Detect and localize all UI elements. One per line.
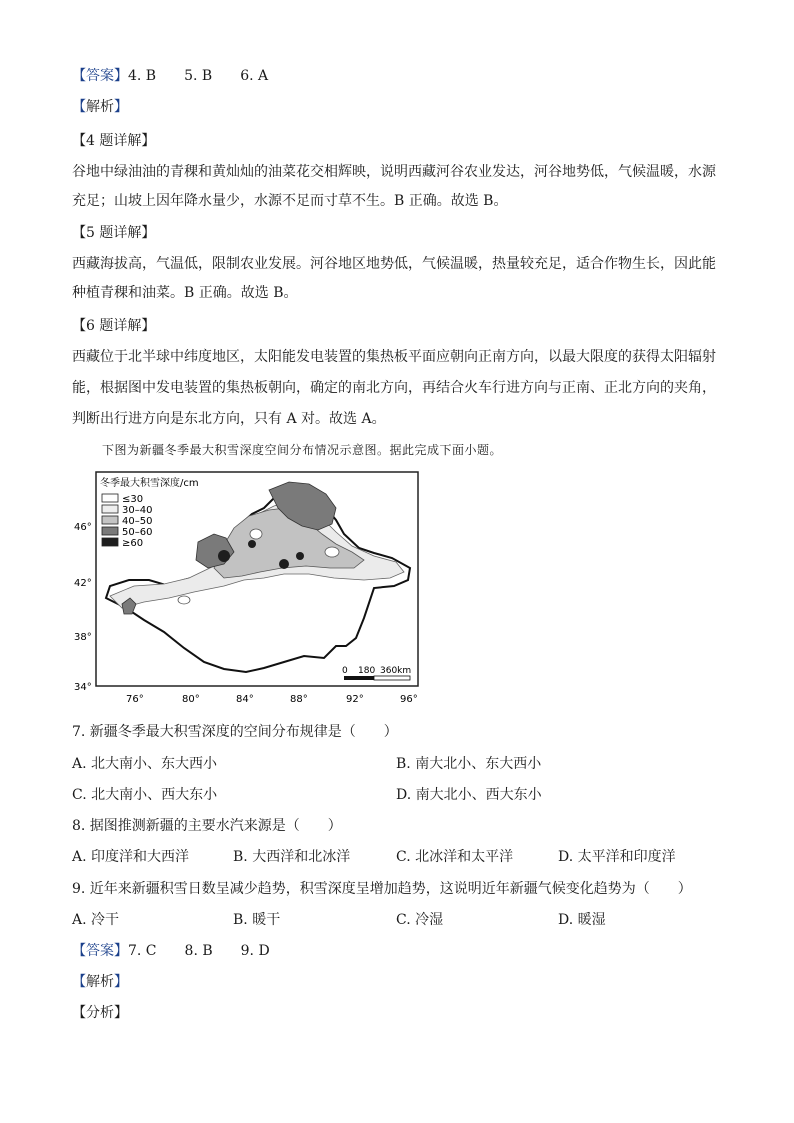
question-7-option-c[interactable]: C. 北大南小、西大东小 (72, 787, 218, 803)
legend-swatch (102, 538, 118, 546)
question-9-option-a[interactable]: A. 冷干 (72, 912, 120, 928)
legend-swatch (102, 505, 118, 513)
question-7-option-d[interactable]: D. 南大北小、西大东小 (396, 787, 542, 803)
answer-label: 【答案】 (72, 943, 128, 959)
lat-label: 46° (74, 522, 92, 533)
analysis-label: 解析 (86, 99, 114, 115)
lon-label: 88° (290, 694, 308, 705)
question-8-option-b[interactable]: B. 大西洋和北冰洋 (233, 849, 351, 865)
q6-text-line: 判断出行进方向是东北方向，只有 A 对。故选 A。 (72, 411, 386, 427)
q5-text-line: 西藏海拔高，气温低，限制农业发展。河谷地区地势低，气候温暖，热量较充足，适合作物生长，因此能 (72, 256, 716, 272)
question-7-option-b[interactable]: B. 南大北小、东大西小 (396, 756, 542, 772)
analysis-sub-heading: 【分析】 (72, 1005, 128, 1021)
legend-label: 40–50 (122, 516, 153, 527)
q5-header: 【5 题详解】 (72, 225, 156, 241)
lon-label: 80° (182, 694, 200, 705)
lon-label: 92° (346, 694, 364, 705)
lon-label: 84° (236, 694, 254, 705)
zone-island (178, 596, 190, 604)
legend-swatch (102, 494, 118, 502)
q4-header: 【4 题详解】 (72, 133, 156, 149)
snow-depth-map (74, 468, 434, 708)
q4-text-line: 谷地中绿油油的青稞和黄灿灿的油菜花交相辉映，说明西藏河谷农业发达，河谷地势低，气候温暖，水源 (72, 164, 716, 180)
question-8-option-a[interactable]: A. 印度洋和大西洋 (72, 849, 190, 865)
answer-item: 8. B (184, 943, 213, 959)
legend-label: 30–40 (122, 505, 153, 516)
zone-island (325, 547, 339, 557)
question-9-option-d[interactable]: D. 暖湿 (558, 912, 606, 928)
q5-text-line: 种植青稞和油菜。B 正确。故选 B。 (72, 285, 298, 301)
q4-text-line: 充足；山坡上因年降水量少，水源不足而寸草不生。B 正确。故选 B。 (72, 193, 508, 209)
zone-60-plus (218, 550, 230, 562)
zone-60-plus (248, 540, 256, 548)
question-7-stem: 7. 新疆冬季最大积雪深度的空间分布规律是（ ） (72, 724, 398, 740)
scale-label: 180 (358, 666, 376, 676)
question-8-stem: 8. 据图推测新疆的主要水汽来源是（ ） (72, 818, 342, 834)
question-8-option-c[interactable]: C. 北冰洋和太平洋 (396, 849, 514, 865)
question-9-stem: 9. 近年来新疆积雪日数呈减少趋势，积雪深度呈增加趋势，这说明近年新疆气候变化趋势为（ ） (72, 881, 692, 897)
answer-label: 【答案】 (72, 68, 128, 84)
question-8-option-d[interactable]: D. 太平洋和印度洋 (558, 849, 676, 865)
q6-text-line: 能，根据图中发电装置的集热板朝向，确定的南北方向，再结合火车行进方向与正南、正北方向的夹角， (72, 380, 716, 396)
map-svg (74, 468, 434, 708)
legend-label: ≤30 (122, 494, 144, 505)
analysis-heading: 【解析】 (72, 99, 128, 115)
legend-title: 冬季最大积雪深度/cm (100, 478, 199, 489)
answer-item: 6. A (240, 68, 269, 84)
scale-segment (344, 676, 374, 680)
scale-label: 0 (342, 666, 348, 676)
zone-60-plus (279, 559, 289, 569)
analysis-heading-2: 【解析】 (72, 974, 128, 990)
legend-swatch (102, 516, 118, 524)
question-7-option-a[interactable]: A. 北大南小、东大西小 (72, 756, 218, 772)
lon-label: 76° (126, 694, 144, 705)
lon-label: 96° (400, 694, 418, 705)
answer-row-7-9 (72, 941, 270, 961)
legend-label: ≥60 (122, 538, 144, 549)
legend-swatch (102, 527, 118, 535)
analysis-label: 解析 (86, 974, 114, 990)
lat-label: 34° (74, 682, 92, 693)
answer-item: 4. B (128, 68, 157, 84)
question-9-option-c[interactable]: C. 冷湿 (396, 912, 444, 928)
zone-island (250, 529, 262, 539)
zone-60-plus (296, 552, 304, 560)
answer-item: 9. D (240, 943, 270, 959)
answer-item: 7. C (128, 943, 157, 959)
scale-segment (374, 676, 410, 680)
q6-text-line: 西藏位于北半球中纬度地区，太阳能发电装置的集热板平面应朝向正南方向，以最大限度的获得太阳辐射 (72, 349, 716, 365)
lat-label: 42° (74, 578, 92, 589)
answer-row-4-6 (72, 66, 268, 86)
legend-label: 50–60 (122, 527, 153, 538)
q6-header: 【6 题详解】 (72, 318, 156, 334)
answer-item: 5. B (184, 68, 213, 84)
scale-label: 360km (380, 666, 412, 676)
figure-caption: 下图为新疆冬季最大积雪深度空间分布情况示意图。据此完成下面小题。 (102, 443, 503, 457)
lat-label: 38° (74, 632, 92, 643)
question-9-option-b[interactable]: B. 暖干 (233, 912, 281, 928)
